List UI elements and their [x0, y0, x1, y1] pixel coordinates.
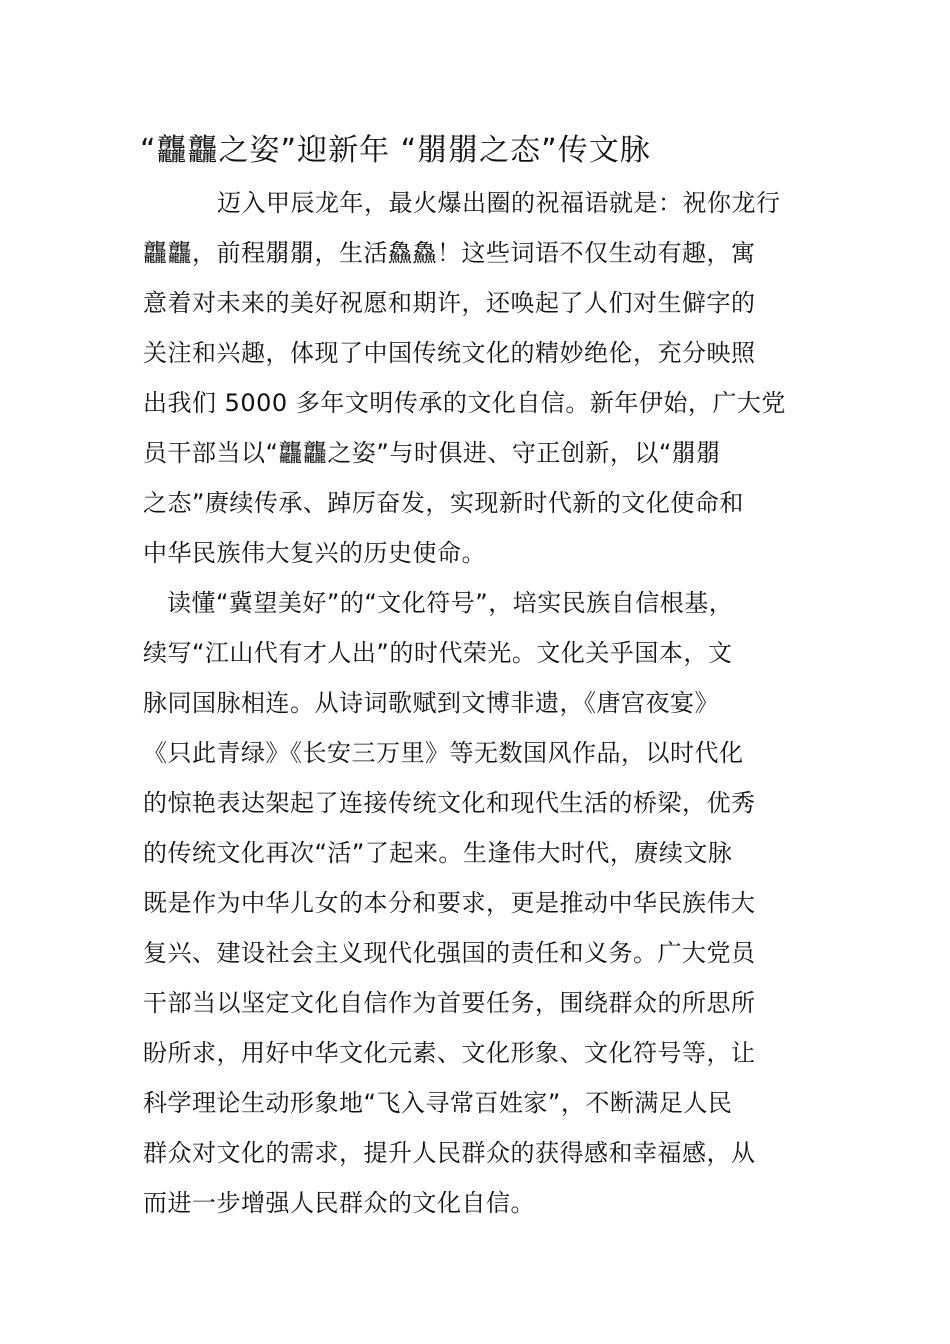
- paragraph-line: 之态”赓续传承、踔厉奋发，实现新时代新的文化使命和: [143, 489, 744, 517]
- paragraph-line: 《只此青绿》《长安三万里》等无数国风作品，以时代化: [143, 739, 744, 767]
- paragraph-line: 的惊艳表达架起了连接传统文化和现代生活的桥梁，优秀: [143, 789, 756, 817]
- paragraph-line: 中华民族伟大复兴的历史使命。: [143, 539, 486, 567]
- paragraph-line: 而进一步增强人民群众的文化自信。: [143, 1189, 535, 1217]
- paragraph-2: [143, 578, 809, 1228]
- paragraph-line: 关注和兴趣，体现了中国传统文化的精妙绝伦，充分映照: [143, 339, 756, 367]
- paragraph-line: 出我们 5000 多年文明传承的文化自信。新年伊始，广大党: [143, 389, 786, 417]
- paragraph-line: 群众对文化的需求，提升人民群众的获得感和幸福感，从: [143, 1139, 756, 1167]
- paragraph-line: 迈入甲辰龙年，最火爆出圈的祝福语就是：祝你龙行: [217, 189, 781, 217]
- paragraph-line: 意着对未来的美好祝愿和期许，还唤起了人们对生僻字的: [143, 289, 756, 317]
- paragraph-line: 的传统文化再次“活”了起来。生逢伟大时代，赓续文脉: [143, 839, 733, 867]
- document-body: [143, 178, 809, 1228]
- paragraph-line: 复兴、建设社会主义现代化强国的责任和义务。广大党员: [143, 939, 756, 967]
- paragraph-line: 续写“江山代有才人出”的时代荣光。文化关乎国本，文: [143, 639, 733, 667]
- paragraph-line: 员干部当以“龘龘之姿”与时俱进、守正创新，以“朤朤: [143, 439, 721, 467]
- paragraph-line: 脉同国脉相连。从诗词歌赋到文博非遗，《唐宫夜宴》: [143, 689, 719, 717]
- paragraph-1: [143, 178, 809, 578]
- document-title: “龘龘之姿”迎新年 “朤朤之态”传文脉: [140, 133, 651, 168]
- paragraph-line: 既是作为中华儿女的本分和要求，更是推动中华民族伟大: [143, 889, 756, 917]
- paragraph-line: 盼所求，用好中华文化元素、文化形象、文化符号等，让: [143, 1039, 756, 1067]
- paragraph-line: 科学理论生动形象地“飞入寻常百姓家”，不断满足人民: [143, 1089, 733, 1117]
- paragraph-line: 干部当以坚定文化自信作为首要任务，围绕群众的所思所: [143, 989, 756, 1017]
- paragraph-line: 读懂“冀望美好”的“文化符号”，培实民族自信根基，: [167, 589, 734, 617]
- paragraph-line: 龘龘，前程朤朤，生活鱻鱻！这些词语不仅生动有趣，寓: [143, 239, 756, 267]
